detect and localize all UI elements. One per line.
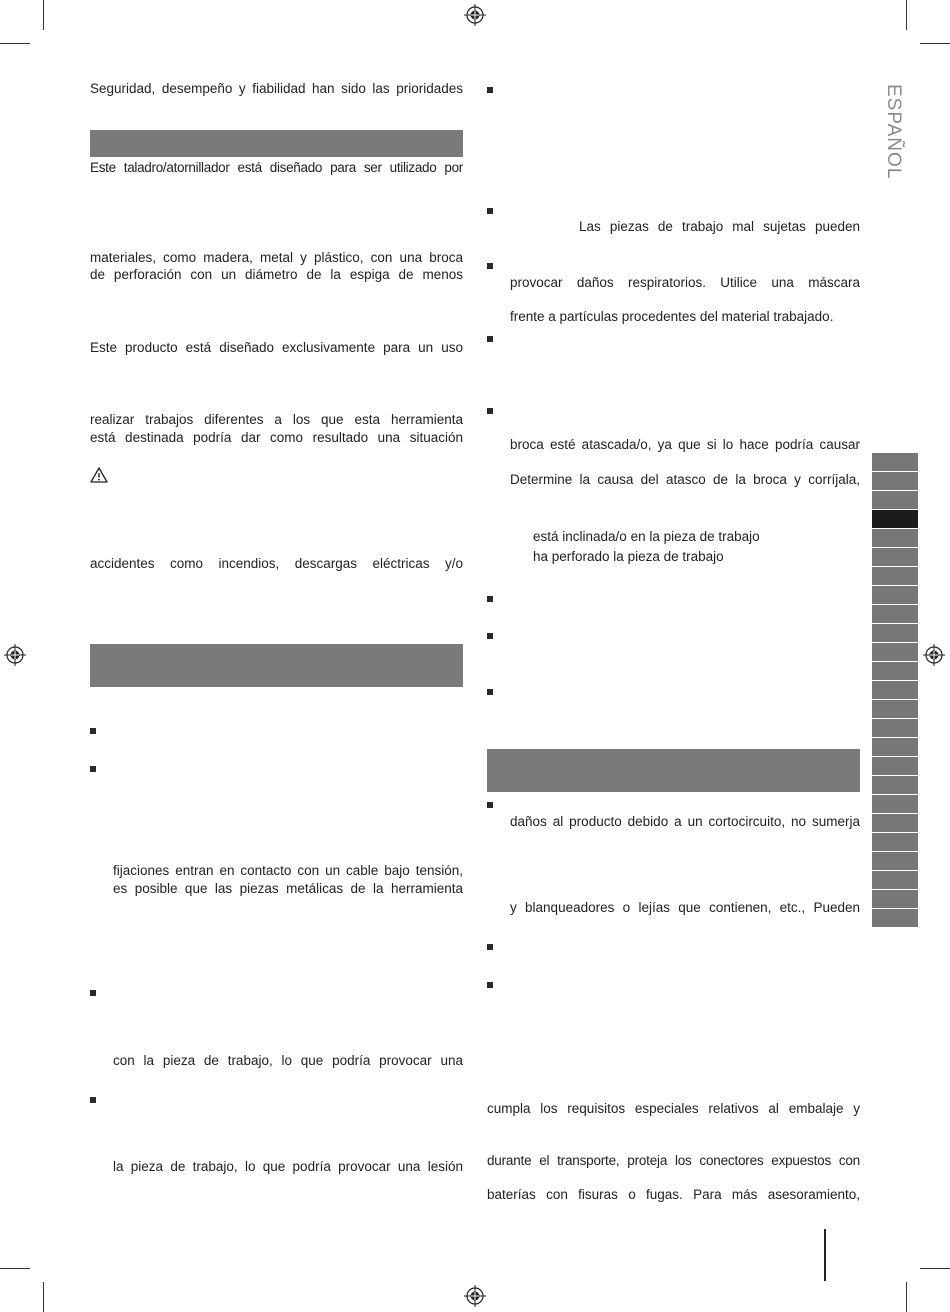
section-heading-bar (90, 130, 463, 157)
body-text-line: Las piezas de trabajo mal sujetas pueden (579, 219, 860, 234)
side-tab (872, 852, 918, 870)
crop-mark (906, 0, 907, 30)
side-tab (872, 719, 918, 737)
side-tab (872, 738, 918, 756)
body-text-line: broca esté atascada/o, ya que si lo hace podría causar (510, 437, 860, 452)
body-text-line: de perforación con un diámetro de la espiga de menos (90, 267, 463, 282)
body-text-line: cumpla los requisitos especiales relativos al embalaje y (487, 1101, 860, 1116)
body-text-line: Seguridad, desempeño y fiabilidad han sido las prioridades (90, 81, 463, 96)
side-tab (872, 548, 918, 566)
body-text-line: accidentes como incendios, descargas eléctricas y/o (90, 556, 463, 571)
side-tab (872, 776, 918, 794)
side-tab (872, 890, 918, 908)
language-label: ESPAÑOL (883, 84, 904, 180)
crop-mark (0, 1268, 30, 1269)
body-text-line: ha perforado la pieza de trabajo (533, 549, 724, 564)
page-number-rule (824, 1229, 826, 1281)
side-tab (872, 491, 918, 509)
bullet-icon (90, 728, 96, 734)
crop-mark (43, 1282, 44, 1312)
side-tab (872, 681, 918, 699)
side-tab (872, 472, 918, 490)
bullet-icon (487, 408, 493, 414)
body-text-line: Este taladro/atornillador está diseñado para ser utilizado por (90, 160, 463, 175)
body-text-line: Este producto está diseñado exclusivamente para un uso (90, 340, 463, 355)
side-tab (872, 700, 918, 718)
crop-mark (0, 43, 30, 44)
body-text-line: provocar daños respiratorios. Utilice una máscara (510, 275, 860, 290)
bullet-icon (487, 596, 493, 602)
side-tab (872, 453, 918, 471)
body-text-line: fijaciones entran en contacto con un cable bajo tensión, (113, 863, 463, 878)
bullet-icon (487, 689, 493, 695)
bullet-icon (90, 1097, 96, 1103)
body-text-line: frente a partículas procedentes del material trabajado. (510, 309, 834, 324)
section-heading-bar (487, 749, 860, 792)
side-tab (872, 605, 918, 623)
bullet-icon (487, 944, 493, 950)
bullet-icon (487, 336, 493, 342)
side-tab (872, 586, 918, 604)
registration-mark-icon (4, 644, 26, 666)
crop-mark (906, 1282, 907, 1312)
side-tab (872, 795, 918, 813)
bullet-icon (90, 990, 96, 996)
bullet-icon (487, 633, 493, 639)
registration-mark-icon (464, 4, 486, 26)
crop-mark (920, 1268, 950, 1269)
side-tab (872, 624, 918, 642)
body-text-line: con la pieza de trabajo, lo que podría provocar una (113, 1053, 463, 1068)
bullet-icon (487, 208, 493, 214)
body-text-line: está inclinada/o en la pieza de trabajo (533, 529, 760, 544)
body-text-line: daños al producto debido a un cortocircuito, no sumerja (510, 814, 860, 829)
registration-mark-icon (923, 644, 945, 666)
side-tab (872, 833, 918, 851)
crop-mark (920, 43, 950, 44)
warning-icon (90, 467, 108, 483)
body-text-line: la pieza de trabajo, lo que podría provocar una lesión (113, 1159, 463, 1174)
body-text-line: baterías con fisuras o fugas. Para más asesoramiento, (487, 1187, 860, 1202)
body-text-line: durante el transporte, proteja los conectores expuestos con (487, 1153, 860, 1168)
side-tab (872, 909, 918, 927)
bullet-icon (487, 87, 493, 93)
bullet-icon (487, 802, 493, 808)
body-text-line: y blanqueadores o lejías que contienen, etc., Pueden (510, 900, 860, 915)
bullet-icon (487, 263, 493, 269)
bullet-icon (487, 982, 493, 988)
bullet-icon (90, 766, 96, 772)
body-text-line: es posible que las piezas metálicas de la herramienta (113, 881, 463, 896)
side-tab (872, 529, 918, 547)
section-heading-bar (90, 644, 463, 687)
registration-mark-icon (464, 1285, 486, 1307)
side-tab (872, 567, 918, 585)
side-tab (872, 814, 918, 832)
side-tab (872, 643, 918, 661)
side-tab-active (872, 510, 918, 528)
side-tab (872, 871, 918, 889)
crop-mark (43, 0, 44, 30)
side-tab (872, 757, 918, 775)
side-tab (872, 662, 918, 680)
body-text-line: está destinada podría dar como resultado una situación (90, 430, 463, 445)
body-text-line: materiales, como madera, metal y plástico, con una broca (90, 250, 463, 265)
body-text-line: Determine la causa del atasco de la broca y corríjala, (510, 472, 860, 487)
body-text-line: realizar trabajos diferentes a los que esta herramienta (90, 412, 463, 427)
